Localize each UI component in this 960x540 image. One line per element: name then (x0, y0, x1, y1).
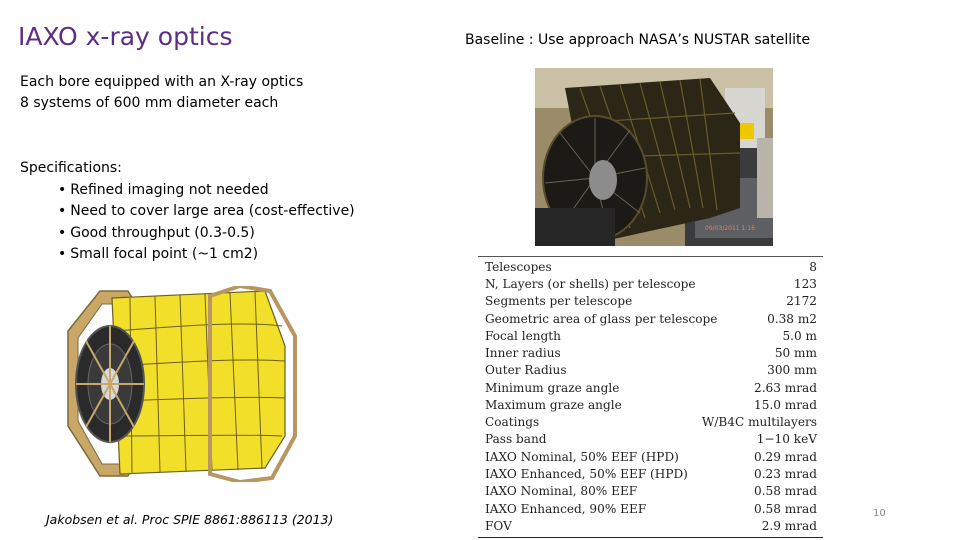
param-value: 0.58 mrad (754, 484, 817, 498)
param-label: Geometric area of glass per telescope (485, 312, 718, 326)
param-label: IAXO Nominal, 80% EEF (485, 484, 638, 498)
param-value: 1−10 keV (756, 432, 817, 446)
table-row (485, 276, 817, 293)
table-row (485, 414, 817, 431)
spec-table (478, 256, 823, 538)
param-value: W/B4C multilayers (701, 415, 817, 429)
table-row (485, 518, 817, 535)
table-row (485, 397, 817, 414)
nustar-optic-photo (535, 68, 773, 246)
param-label: Pass band (485, 432, 547, 446)
param-label: Telescopes (485, 260, 552, 274)
spec-bullet: • Need to cover large area (cost-effective) (58, 201, 355, 223)
param-value: 50 mm (774, 346, 817, 360)
table-row (485, 293, 817, 310)
param-label: Coatings (485, 415, 540, 429)
citation: Jakobsen et al. Proc SPIE 8861:886113 (2013) (46, 512, 334, 527)
table-rule-top (478, 256, 823, 257)
table-row (485, 362, 817, 379)
specifications-list (20, 180, 355, 266)
table-row (485, 380, 817, 397)
param-label: Inner radius (485, 346, 561, 360)
param-label: N, Layers (or shells) per telescope (485, 277, 696, 291)
param-value: 2.9 mrad (761, 519, 817, 533)
intro-text (20, 72, 303, 114)
spec-bullet: • Good throughput (0.3-0.5) (58, 223, 355, 245)
baseline-text: Baseline : Use approach NASA’s NUSTAR satellite (465, 32, 811, 48)
param-value: 123 (793, 277, 817, 291)
param-label: Minimum graze angle (485, 381, 620, 395)
specifications-block (20, 158, 355, 266)
slide-title: IAXO x-ray optics (18, 22, 233, 51)
photo-timestamp: 09/03/2011 1:16 (705, 225, 755, 232)
table-row (485, 466, 817, 483)
table-row (485, 449, 817, 466)
param-label: IAXO Nominal, 50% EEF (HPD) (485, 450, 679, 464)
param-value: 8 (809, 260, 817, 274)
table-row (485, 259, 817, 276)
table-row (485, 483, 817, 500)
page-number: 10 (873, 508, 886, 519)
param-value: 0.23 mrad (754, 467, 817, 481)
intro-line: 8 systems of 600 mm diameter each (20, 95, 279, 111)
specifications-heading: Specifications: (20, 160, 122, 176)
table-row (485, 328, 817, 345)
param-value: 2172 (786, 294, 817, 308)
param-value: 0.58 mrad (754, 502, 817, 516)
param-value: 2.63 mrad (754, 381, 817, 395)
table-row (485, 345, 817, 362)
table-row (485, 311, 817, 328)
param-value: 0.29 mrad (754, 450, 817, 464)
param-label: Focal length (485, 329, 561, 343)
table-row (485, 431, 817, 448)
param-value: 0.38 m2 (767, 312, 817, 326)
param-value: 5.0 m (782, 329, 817, 343)
param-value: 300 mm (767, 363, 817, 377)
param-label: FOV (485, 519, 512, 533)
param-label: IAXO Enhanced, 50% EEF (HPD) (485, 467, 688, 481)
param-label: IAXO Enhanced, 90% EEF (485, 502, 647, 516)
intro-line: Each bore equipped with an X-ray optics (20, 74, 304, 90)
param-value: 15.0 mrad (754, 398, 817, 412)
spec-bullet: • Refined imaging not needed (58, 180, 355, 202)
table-rule-bottom (478, 537, 823, 538)
param-label: Outer Radius (485, 363, 567, 377)
spec-bullet: • Small focal point (~1 cm2) (58, 244, 355, 266)
param-label: Segments per telescope (485, 294, 633, 308)
iaxo-optic-drawing (60, 286, 300, 482)
table-row (485, 501, 817, 518)
param-label: Maximum graze angle (485, 398, 622, 412)
